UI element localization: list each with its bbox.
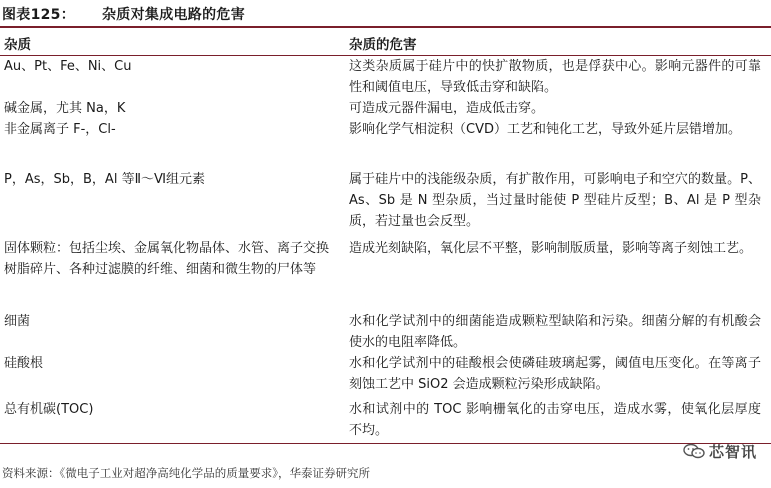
impurity-cell: 硅酸根 [4, 356, 44, 371]
table-row [0, 311, 771, 353]
table-row [0, 56, 771, 99]
source-note: 资料来源：《微电子工业对超净高纯化学品的质量要求》，华泰证券研究所 [2, 466, 370, 480]
effect-cell: 可造成元器件漏电，造成低击穿。 [349, 101, 545, 116]
table-row [0, 399, 771, 444]
impurity-cell: 总有机碳(TOC) [0, 399, 345, 444]
impurity-cell: 细菌 [4, 314, 31, 329]
effect-cell: 属于硅片中的浅能级杂质，有扩散作用，可影响电子和空穴的数量。P、As、Sb 是 N 型杂质，当过量时能使 P 型硅片反型；B、Al 是 P 型杂质，若过量也会反型。 [349, 172, 761, 229]
table-row [0, 98, 771, 119]
figure-number: 图表125： [2, 7, 76, 23]
effect-cell: 水和化学试剂中的硅酸根会使磷硅玻璃起雾，阈值电压变化。在等离子刻蚀工艺中 SiO2 会造成颗粒污染形成缺陷。 [349, 356, 761, 392]
table-row [0, 169, 771, 238]
figure-title: 杂质对集成电路的危害 [102, 7, 245, 23]
effect-cell: 造成光刻缺陷，氧化层不平整，影响制版质量，影响等离子刻蚀工艺。 [349, 241, 753, 256]
effect-cell: 水和化学试剂中的细菌能造成颗粒型缺陷和污染。细菌分解的有机酸会使水的电阻率降低。 [349, 314, 761, 350]
table-row [0, 119, 771, 169]
effect-cell: 这类杂质属于硅片中的快扩散物质，也是俘获中心。影响元器件的可靠性和阈值电压，导致低击穿和缺陷。 [349, 59, 761, 95]
figure-title-bar [0, 0, 771, 28]
impurity-table [0, 31, 771, 444]
watermark [683, 440, 757, 462]
effect-cell: 影响化学气相淀积（CVD）工艺和钝化工艺，导致外延片层错增加。 [349, 122, 741, 137]
impurity-cell: 非金属离子 F-，Cl- [4, 122, 116, 137]
effect-cell: 水和试剂中的 TOC 影响栅氧化的击穿电压，造成水雾，使氧化层厚度不均。 [345, 399, 771, 444]
table-row [0, 353, 771, 399]
column-header-effect: 杂质的危害 [345, 31, 771, 56]
impurity-cell: Au、Pt、Fe、Ni、Cu [4, 59, 132, 74]
column-header-impurity: 杂质 [0, 31, 345, 56]
impurity-cell: 固体颗粒：包括尘埃、金属氧化物晶体、水管、离子交换树脂碎片、各种过滤膜的纤维、细菌和微生物的尸体等 [4, 241, 330, 277]
wechat-icon [683, 443, 705, 459]
impurity-cell: P，As，Sb，B，Al 等Ⅱ～Ⅵ组元素 [4, 172, 205, 187]
table-header-row [0, 31, 771, 56]
impurity-cell: 碱金属，尤其 Na，K [4, 101, 126, 116]
table-row [0, 238, 771, 311]
watermark-text: 芯智讯 [708, 442, 757, 461]
